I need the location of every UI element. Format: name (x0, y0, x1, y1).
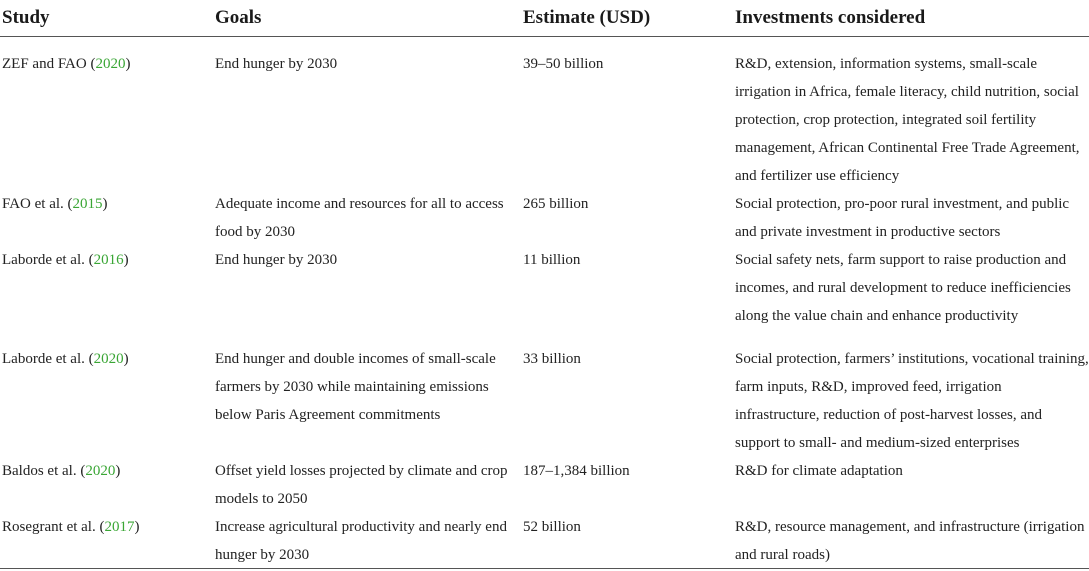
estimate-cell: 33 billion (523, 351, 581, 367)
header-estimate: Estimate (USD) (523, 0, 735, 37)
study-authors: Rosegrant et al. (2, 519, 96, 535)
table-row (0, 190, 1089, 246)
goals-cell: Adequate income and resources for all to access food by 2030 (215, 196, 504, 240)
citation-year-link[interactable]: 2020 (95, 56, 126, 72)
table-bottom-rule (0, 568, 1089, 569)
table-row (0, 457, 1089, 513)
table-header (0, 0, 1089, 37)
study-authors: Laborde et al. (2, 351, 85, 367)
investments-cell: Social safety nets, farm support to raise production and incomes, and rural development to reduce inefficiencies along the value chain and enhance productivity (735, 252, 1071, 324)
goals-cell: Offset yield losses projected by climate and crop models to 2050 (215, 463, 508, 507)
table-row (0, 513, 1089, 569)
estimate-cell: 11 billion (523, 252, 581, 268)
estimate-cell: 52 billion (523, 519, 581, 535)
study-cell: Baldos et al. (2020) (2, 463, 121, 479)
estimate-cell: 187–1,384 billion (523, 463, 630, 479)
investments-cell: R&D, resource management, and infrastructure (irrigation and rural roads) (735, 519, 1085, 563)
study-cell: ZEF and FAO (2020) (2, 56, 131, 72)
investments-cell: Social protection, pro-poor rural investment, and public and private investment in productive sectors (735, 196, 1070, 240)
citation-year-link[interactable]: 2017 (104, 519, 135, 535)
header-row (0, 0, 1089, 37)
study-cell: Rosegrant et al. (2017) (2, 519, 140, 535)
study-cell: Laborde et al. (2016) (2, 252, 129, 268)
goals-cell: End hunger and double incomes of small-scale farmers by 2030 while maintaining emissions below Paris Agreement commitments (215, 351, 496, 423)
study-cell: FAO et al. (2015) (2, 196, 108, 212)
estimate-cell: 265 billion (523, 196, 589, 212)
goals-cell: End hunger by 2030 (215, 252, 338, 268)
investments-cell: Social protection, farmers’ institutions, vocational training, farm inputs, R&D, improved feed, irrigation infrastructure, reduction of post-harvest losses, and support to small- and medium-sized enterprises (735, 351, 1089, 451)
header-investments: Investments considered (735, 0, 1089, 37)
study-authors: ZEF and FAO (2, 56, 87, 72)
estimate-cell: 39–50 billion (523, 56, 604, 72)
study-authors: FAO et al. (2, 196, 64, 212)
header-goals: Goals (215, 0, 523, 37)
investments-cell: R&D, extension, information systems, small-scale irrigation in Africa, female literacy, child nutrition, social protection, crop protection, integrated soil fertility management, African Continental Free Trade Agreement, and fertilizer use efficiency (735, 56, 1080, 184)
citation-year-link[interactable]: 2020 (85, 463, 116, 479)
table-row (0, 246, 1089, 330)
goals-cell: End hunger by 2030 (215, 56, 338, 72)
study-cell: Laborde et al. (2020) (2, 351, 129, 367)
citation-year-link[interactable]: 2016 (93, 252, 124, 268)
table-body (0, 37, 1089, 570)
citation-year-link[interactable]: 2015 (72, 196, 103, 212)
study-authors: Laborde et al. (2, 252, 85, 268)
citation-year-link[interactable]: 2020 (93, 351, 124, 367)
study-authors: Baldos et al. (2, 463, 77, 479)
goals-cell: Increase agricultural productivity and nearly end hunger by 2030 (215, 519, 507, 563)
header-study: Study (0, 0, 215, 37)
table-row (0, 330, 1089, 457)
investments-cell: R&D for climate adaptation (735, 463, 903, 479)
table-row (0, 37, 1089, 191)
